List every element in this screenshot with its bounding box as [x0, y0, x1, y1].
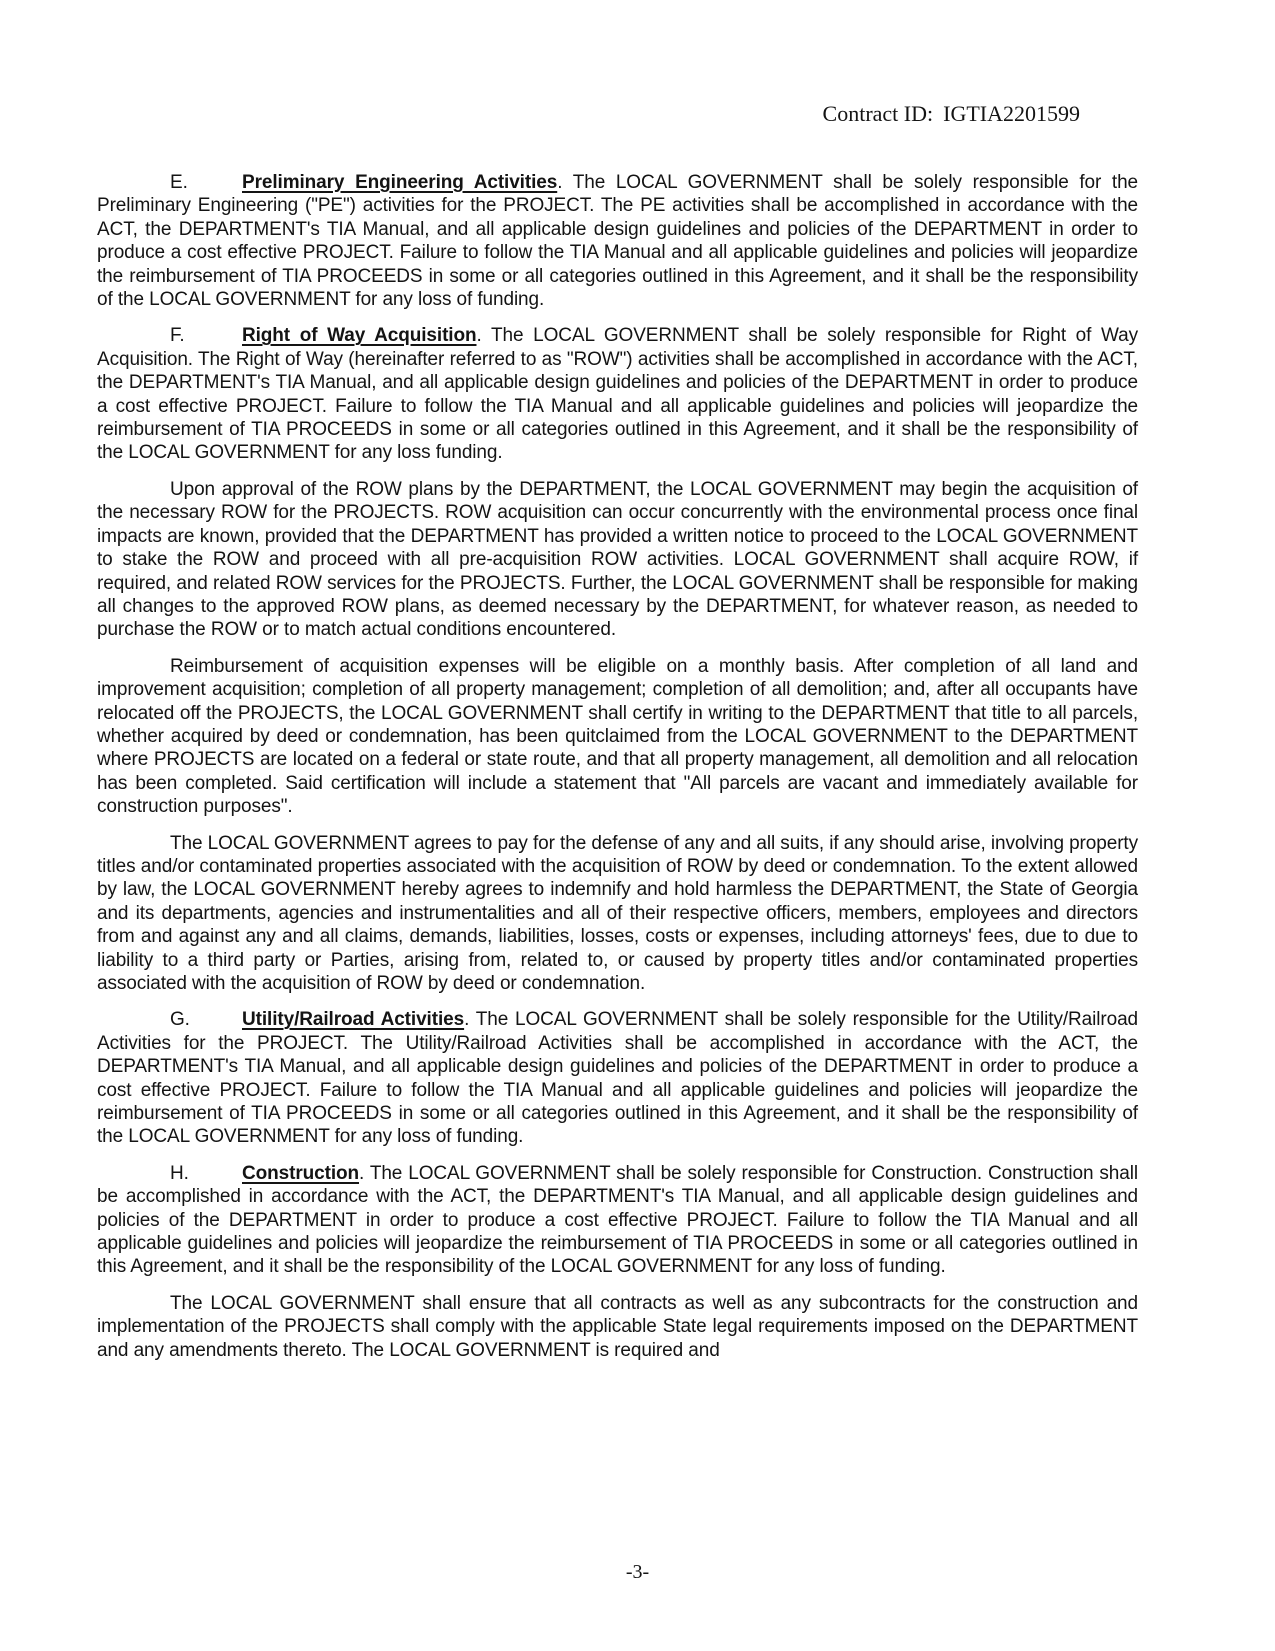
paragraph-text: The LOCAL GOVERNMENT shall ensure that all contracts as well as any subcontracts for the construction and implementation of the PROJECTS shall comply with the applicable State legal requirements imposed on the DEPARTMENT and any amendments thereto. The LOCAL GOVERNMENT is required and: [97, 1292, 1138, 1361]
paragraph-f-right-of-way: [97, 324, 1138, 464]
paragraph-text: Reimbursement of acquisition expenses will be eligible on a monthly basis. After completion of all land and improvement acquisition; completion of all property management; completion of all demolition; and, after all occupants have relocated off the PROJECTS, the LOCAL GOVERNMENT shall certify in writing to the DEPARTMENT that title to all parcels, whether acquired by deed or condemnation, has been quitclaimed from the LOCAL GOVERNMENT to the DEPARTMENT where PROJECTS are located on a federal or state route, and that all property management, all demolition and all relocation has been completed. Said certification will include a statement that "All parcels are vacant and immediately available for construction purposes".: [97, 655, 1138, 818]
section-heading-right-of-way: Right of Way Acquisition: [242, 325, 477, 347]
paragraph-text: . The LOCAL GOVERNMENT shall be solely responsible for Construction. Construction shall be accomplished in accordance with the ACT, the DEPARTMENT's TIA Manual, and all applicable design guidelines and policies of the DEPARTMENT in order to produce a cost effective PROJECT. Failure to follow the TIA Manual and all applicable guidelines and policies will jeopardize the reimbursement of TIA PROCEEDS in some or all categories outlined in this Agreement, and it shall be the responsibility of the LOCAL GOVERNMENT for any loss of funding.: [97, 1162, 1138, 1278]
section-heading-utility-railroad: Utility/Railroad Activities: [242, 1009, 465, 1031]
section-heading-preliminary-engineering: Preliminary Engineering Activities: [242, 172, 558, 193]
paragraph-h-construction: [97, 1162, 1138, 1279]
paragraph-text: . The LOCAL GOVERNMENT shall be solely responsible for the Utility/Railroad Activities for the PROJECT. The Utility/Railroad Activities shall be accomplished in accordance with the ACT, the DEPARTMENT's TIA Manual, and all applicable design guidelines and policies of the DEPARTMENT in order to produce a cost effective PROJECT. Failure to follow the TIA Manual and all applicable guidelines and policies will jeopardize the reimbursement of TIA PROCEEDS in some or all categories outlined in this Agreement, and it shall be the responsibility of the LOCAL GOVERNMENT for any loss of funding.: [97, 1009, 1139, 1148]
paragraph-text: . The LOCAL GOVERNMENT shall be solely responsible for the Preliminary Engineering ("PE") activities for the PROJECT. The PE activities shall be accomplished in accordance with the ACT, the DEPARTMENT's TIA Manual, and all applicable design guidelines and policies of the DEPARTMENT in order to produce a cost effective PROJECT. Failure to follow the TIA Manual and all applicable guidelines and policies will jeopardize the reimbursement of TIA PROCEEDS in some or all categories outlined in this Agreement, and it shall be the responsibility of the LOCAL GOVERNMENT for any loss of funding.: [97, 172, 1139, 311]
paragraph-indemnification: [97, 832, 1138, 996]
paragraph-text: Upon approval of the ROW plans by the DEPARTMENT, the LOCAL GOVERNMENT may begin the acquisition of the necessary ROW for the PROJECTS. ROW acquisition can occur concurrently with the environmental process once final impacts are known, provided that the DEPARTMENT has provided a written notice to proceed to the LOCAL GOVERNMENT to stake the ROW and proceed with all pre-acquisition ROW activities. LOCAL GOVERNMENT shall acquire ROW, if required, and related ROW services for the PROJECTS. Further, the LOCAL GOVERNMENT shall be responsible for making all changes to the approved ROW plans, as deemed necessary by the DEPARTMENT, for whatever reason, as needed to purchase the ROW or to match actual conditions encountered.: [97, 478, 1138, 641]
paragraph-reimbursement: [97, 655, 1138, 819]
section-label-f: F.: [170, 325, 185, 347]
section-label-e: E.: [170, 172, 188, 193]
contract-id-label: Contract ID:: [822, 101, 934, 126]
paragraph-g-utility-railroad: [97, 1008, 1138, 1148]
paragraph-text: The LOCAL GOVERNMENT agrees to pay for the defense of any and all suits, if any should arise, involving property titles and/or contaminated properties associated with the acquisition of ROW by deed or condemnation. To the extent allowed by law, the LOCAL GOVERNMENT hereby agrees to indemnify and hold harmless the DEPARTMENT, the State of Georgia and its departments, agencies and instrumentalities and all of their respective officers, members, employees and directors from and against any and all claims, demands, liabilities, losses, costs or expenses, including attorneys' fees, due to due to liability to a third party or Parties, arising from, related to, or caused by property titles and/or contaminated properties associated with the acquisition of ROW by deed or condemnation.: [97, 832, 1138, 994]
paragraph-contracts-compliance: [97, 1292, 1138, 1362]
contract-id-value: IGTIA2201599: [943, 101, 1080, 126]
section-label-g: G.: [170, 1009, 190, 1031]
section-heading-construction: Construction: [242, 1162, 360, 1184]
paragraph-text: . The LOCAL GOVERNMENT shall be solely responsible for Right of Way Acquisition. The Right of Way (hereinafter referred to as "ROW") activities shall be accomplished in accordance with the ACT, the DEPARTMENT's TIA Manual, and all applicable design guidelines and policies of the DEPARTMENT in order to produce a cost effective PROJECT. Failure to follow the TIA Manual and all applicable guidelines and policies will jeopardize the reimbursement of TIA PROCEEDS in some or all categories outlined in this Agreement, and it shall be the responsibility of the LOCAL GOVERNMENT for any loss funding.: [97, 325, 1138, 464]
page-number: -3-: [625, 1561, 650, 1583]
contract-id-line: [0, 0, 1275, 127]
document-body: [97, 171, 1138, 1362]
paragraph-row-approval: [97, 478, 1138, 642]
section-label-h: H.: [170, 1162, 189, 1184]
paragraph-e-preliminary-engineering: [97, 171, 1138, 311]
